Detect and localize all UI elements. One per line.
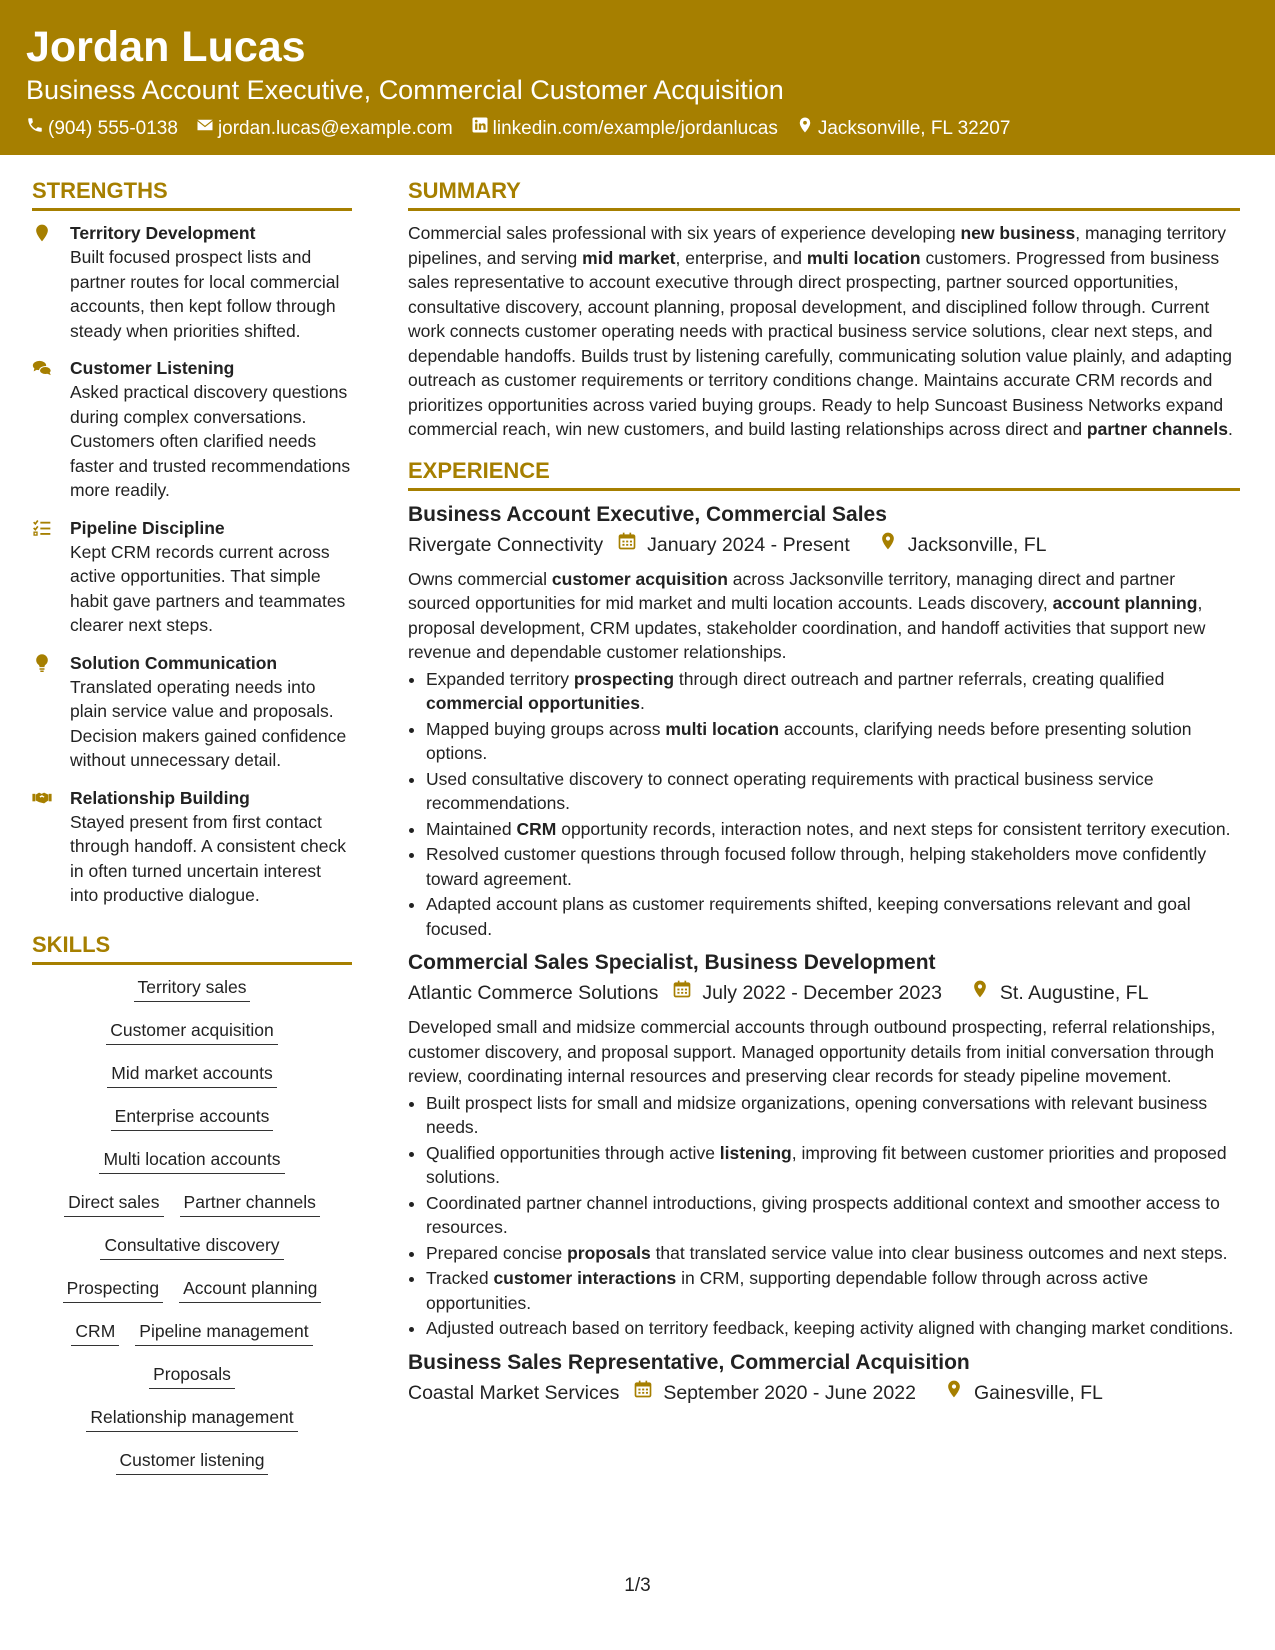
- strength-title: Customer Listening: [70, 358, 235, 378]
- contact-location: [796, 116, 1011, 141]
- job-title: Business Account Executive, Commercial Sales: [408, 502, 887, 526]
- emphasis-text: proposals: [567, 1242, 651, 1263]
- contact-bar: [26, 116, 1028, 141]
- job-entry: [408, 501, 1240, 942]
- job-bullet: • Adjusted outreach based on territory feedback, keeping activity aligned with changing market conditions.: [426, 1316, 1240, 1341]
- job-meta: [408, 979, 1240, 1007]
- skill-tag: Mid market accounts: [107, 1061, 276, 1088]
- skill-row: [32, 1405, 352, 1432]
- emphasis-text: listening: [719, 1142, 792, 1163]
- skill-row: [32, 1061, 352, 1088]
- strength-title: Relationship Building: [70, 787, 250, 808]
- skill-tag: Multi location accounts: [99, 1147, 284, 1174]
- emphasis-text: prospecting: [573, 668, 675, 689]
- job-bullet: • Adapted account plans as customer requirements shifted, keeping conversations relevant and goal focused.: [426, 892, 1240, 941]
- experience-list: [408, 501, 1240, 1407]
- emphasis-text: account planning: [1052, 593, 1198, 613]
- job-title: Commercial Sales Specialist, Business Development: [408, 951, 936, 974]
- job-bullet: • Maintained CRM opportunity records, interaction notes, and next steps for consistent territory execution.: [426, 817, 1240, 842]
- phone-text: (904) 555-0138: [48, 117, 178, 139]
- right-column: [408, 176, 1240, 1415]
- calendar-icon: [603, 531, 647, 559]
- emphasis-text: customer interactions: [493, 1268, 677, 1288]
- calendar-icon: [619, 1379, 663, 1407]
- email-text: jordan.lucas@example.com: [217, 117, 453, 139]
- job-entry: [408, 949, 1240, 1341]
- emphasis-text: new business: [960, 223, 1076, 243]
- linkedin-text: linkedin.com/example/jordanlucas: [492, 117, 778, 139]
- strength-title: Solution Communication: [70, 652, 278, 673]
- summary-text: Commercial sales professional with six years of experience developing new business, managing territory pipelines, and serving mid market, enterprise, and multi location customers. Progressed from business sales representative to account executive through direct prospecting, partner sourced opportunities, consultative discovery, account planning, proposal development, and disciplined follow through. Current work connects customer operating needs with practical business service solutions, clear next steps, and dependable handoffs. Builds trust by listening carefully, communicating solution value plainly, and adapting outreach as customer requirements or territory conditions change. Maintains accurate CRM records and prioritizes opportunities across varied buying groups. Ready to help Suncoast Business Networks expand commercial reach, win new customers, and build lasting relationships across direct and partner channels.: [408, 223, 1233, 439]
- resume-header: [0, 0, 1275, 155]
- job-title: Business Sales Representative, Commercial Acquisition: [408, 1350, 970, 1374]
- job-description: Developed small and midsize commercial accounts through outbound prospecting, referral relationships, customer discovery, and proposal support. Managed opportunity details from initial conversation through review, coordinating internal resources and preserving clear records for steady pipeline movement.: [408, 1017, 1216, 1086]
- strength-description: Asked practical discovery questions during complex conversations. Customers often clarified needs faster and trusted recommendations more readily.: [70, 382, 351, 500]
- strength-description: Built focused prospect lists and partner routes for local commercial accounts, then kept follow through steady when priorities shifted.: [70, 247, 340, 341]
- location-text: Jacksonville, FL 32207: [817, 117, 1011, 139]
- location-pin-icon: [864, 531, 908, 559]
- job-bullet: • Used consultative discovery to connect operating requirements with practical business service recommendations.: [426, 767, 1240, 816]
- emphasis-text: mid market: [582, 247, 676, 268]
- left-column: [32, 176, 352, 1491]
- checklist-icon: [32, 516, 70, 638]
- job-bullet: • Tracked customer interactions in CRM, supporting dependable follow through across active opportunities.: [426, 1266, 1240, 1315]
- job-description: Owns commercial customer acquisition across Jacksonville territory, managing direct and partner sourced opportunities for mid market and multi location accounts. Leads discovery, account planning, proposal development, CRM updates, stakeholder coordination, and handoff activities that support new revenue and dependable customer relationships.: [408, 568, 1206, 662]
- skills-list: [32, 975, 352, 1475]
- job-entry: [408, 1349, 1240, 1407]
- lightbulb-icon: [32, 651, 70, 773]
- emphasis-text: customer acquisition: [551, 568, 728, 589]
- contact-email[interactable]: [196, 116, 453, 141]
- emphasis-text: multi location: [665, 718, 780, 739]
- contact-linkedin[interactable]: [471, 116, 778, 141]
- job-dates: July 2022 - December 2023: [702, 982, 942, 1004]
- strength-title: Pipeline Discipline: [70, 517, 225, 538]
- job-dates: September 2020 - June 2022: [663, 1381, 916, 1404]
- skill-tag: Consultative discovery: [100, 1233, 283, 1260]
- skill-row: [32, 1276, 352, 1303]
- strength-description: Stayed present from first contact through handoff. A consistent check in often turned uncertain interest into productive dialogue.: [70, 811, 346, 905]
- job-bullet: • Expanded territory prospecting through direct outreach and partner referrals, creating qualified commercial opportunities.: [426, 667, 1240, 716]
- job-bullet: • Coordinated partner channel introductions, giving prospects additional context and smoother access to resources.: [426, 1191, 1240, 1240]
- skill-tag: Territory sales: [134, 975, 251, 1002]
- candidate-headline: Business Account Executive, Commercial Customer Acquisition: [26, 75, 784, 105]
- skill-row: [32, 1104, 352, 1131]
- skill-tag: Partner channels: [180, 1190, 320, 1217]
- job-bullet: • Resolved customer questions through focused follow through, helping stakeholders move confidently toward agreement.: [426, 842, 1240, 891]
- strength-item: [32, 356, 352, 503]
- skill-row: [32, 1190, 352, 1217]
- emphasis-text: commercial opportunities: [426, 693, 640, 713]
- page-number: 1/3: [624, 1575, 651, 1596]
- skill-tag: Enterprise accounts: [111, 1104, 274, 1131]
- job-dates: January 2024 - Present: [647, 533, 850, 556]
- skill-tag: Prospecting: [63, 1276, 163, 1303]
- company-name: Coastal Market Services: [408, 1381, 620, 1404]
- map-pin-icon: [32, 221, 70, 343]
- company-name: Atlantic Commerce Solutions: [408, 982, 659, 1004]
- job-bullets: [408, 667, 1240, 942]
- candidate-name: Jordan Lucas: [26, 23, 306, 71]
- skill-tag: CRM: [71, 1319, 119, 1346]
- location-pin-icon: [796, 116, 818, 141]
- skill-row: [32, 1448, 352, 1475]
- skill-tag: Account planning: [179, 1276, 321, 1303]
- job-bullet: • Built prospect lists for small and midsize organizations, opening conversations with relevant business needs.: [426, 1091, 1240, 1140]
- experience-heading: EXPERIENCE: [408, 456, 1240, 491]
- job-meta: [408, 531, 1240, 559]
- emphasis-text: multi location: [806, 247, 921, 268]
- skill-tag: Direct sales: [64, 1190, 163, 1217]
- strength-title: Territory Development: [70, 223, 256, 243]
- calendar-icon: [658, 979, 702, 1007]
- skill-row: [32, 1233, 352, 1260]
- contact-phone[interactable]: [26, 116, 178, 141]
- job-bullet: • Prepared concise proposals that translated service value into clear business outcomes and next steps.: [426, 1241, 1240, 1266]
- skill-tag: Customer acquisition: [106, 1018, 277, 1045]
- chat-bubbles-icon: [32, 356, 70, 503]
- skill-row: [32, 1018, 352, 1045]
- skill-tag: Customer listening: [116, 1448, 269, 1475]
- job-bullets: [408, 1091, 1240, 1341]
- skill-row: [32, 975, 352, 1002]
- job-location: Jacksonville, FL: [907, 533, 1047, 556]
- company-name: Rivergate Connectivity: [408, 533, 604, 556]
- skill-row: [32, 1319, 352, 1346]
- location-pin-icon: [930, 1379, 974, 1407]
- strength-item: [32, 516, 352, 638]
- summary-heading: SUMMARY: [408, 176, 1240, 211]
- job-location: St. Augustine, FL: [999, 982, 1149, 1004]
- strength-item: [32, 786, 352, 908]
- linkedin-icon: [471, 116, 493, 141]
- strength-item: [32, 221, 352, 343]
- strength-description: Translated operating needs into plain service value and proposals. Decision makers gained confidence without unnecessary detail.: [70, 676, 347, 770]
- emphasis-text: partner channels: [1086, 419, 1228, 439]
- strength-item: [32, 651, 352, 773]
- skills-heading: SKILLS: [32, 930, 352, 965]
- location-pin-icon: [956, 979, 1000, 1007]
- phone-icon: [26, 116, 48, 141]
- skill-tag: Relationship management: [86, 1405, 297, 1432]
- job-meta: [408, 1379, 1240, 1407]
- skill-tag: Proposals: [149, 1362, 235, 1389]
- emphasis-text: CRM: [516, 818, 557, 839]
- skill-tag: Pipeline management: [135, 1319, 312, 1346]
- job-bullet: • Mapped buying groups across multi location accounts, clarifying needs before presenting solution options.: [426, 717, 1240, 766]
- skill-row: [32, 1362, 352, 1389]
- strength-description: Kept CRM records current across active opportunities. That simple habit gave partners and teammates clearer next steps.: [70, 541, 346, 635]
- handshake-icon: [32, 786, 70, 908]
- job-location: Gainesville, FL: [973, 1381, 1103, 1404]
- strengths-heading: STRENGTHS: [32, 176, 352, 211]
- job-bullet: • Qualified opportunities through active listening, improving fit between customer priorities and proposed solutions.: [426, 1141, 1240, 1190]
- skill-row: [32, 1147, 352, 1174]
- envelope-icon: [196, 116, 218, 141]
